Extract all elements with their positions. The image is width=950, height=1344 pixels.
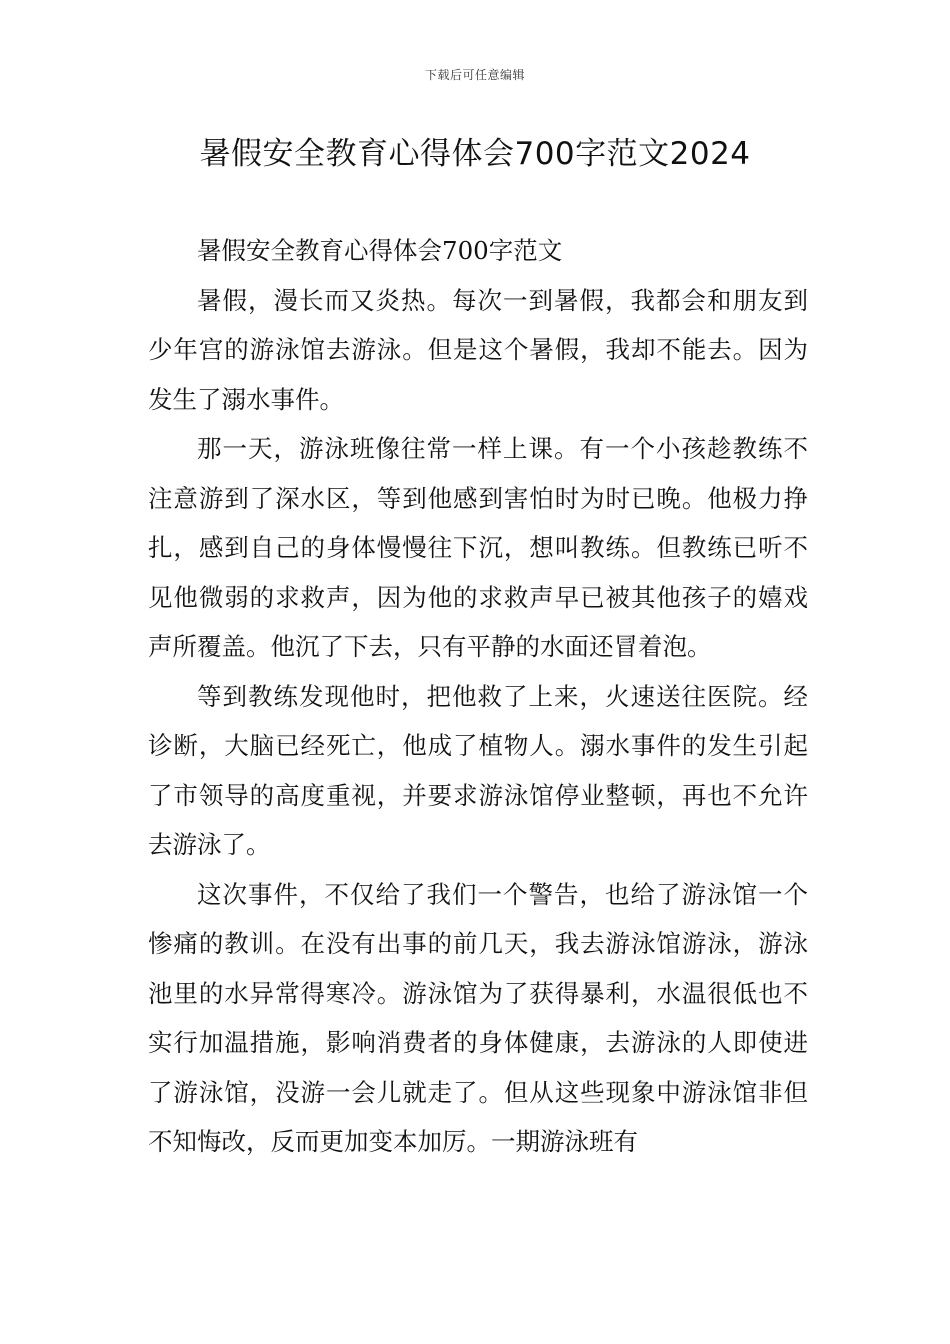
subtitle-paragraph: 暑假安全教育心得体会700字范文 [197,236,563,265]
body-paragraph: 那一天，游泳班像往常一样上课。有一个小孩趁教练不注意游到了深水区，等到他感到害怕时为时已晚。他极力挣扎，感到自己的身体慢慢往下沉，想叫教练。但教练已听不见他微弱的求救声，因为他的求救声早已被其他孩子的嬉戏声所覆盖。他沉了下去，只有平静的水面还冒着泡。 [148,434,808,661]
header-note: 下载后可任意编辑 [424,68,525,82]
body-paragraph: 暑假，漫长而又炎热。每次一到暑假，我都会和朋友到少年宫的游泳馆去游泳。但是这个暑假，我却不能去。因为发生了溺水事件。 [148,285,808,414]
document-title: 暑假安全教育心得体会700字范文2024 [199,136,751,172]
body-paragraph: 等到教练发现他时，把他救了上来，火速送往医院。经诊断，大脑已经死亡，他成了植物人。溺水事件的发生引起了市领导的高度重视，并要求游泳馆停业整顿，再也不允许去游泳了。 [148,681,808,859]
body-paragraph: 这次事件，不仅给了我们一个警告，也给了游泳馆一个惨痛的教训。在没有出事的前几天，我去游泳馆游泳，游泳池里的水异常得寒冷。游泳馆为了获得暴利，水温很低也不实行加温措施，影响消费者的身体健康，去游泳的人即使进了游泳馆，没游一会儿就走了。但从这些现象中游泳馆非但不知悔改，反而更加变本加厉。一期游泳班有 [148,879,808,1156]
document-body [148,226,808,1167]
